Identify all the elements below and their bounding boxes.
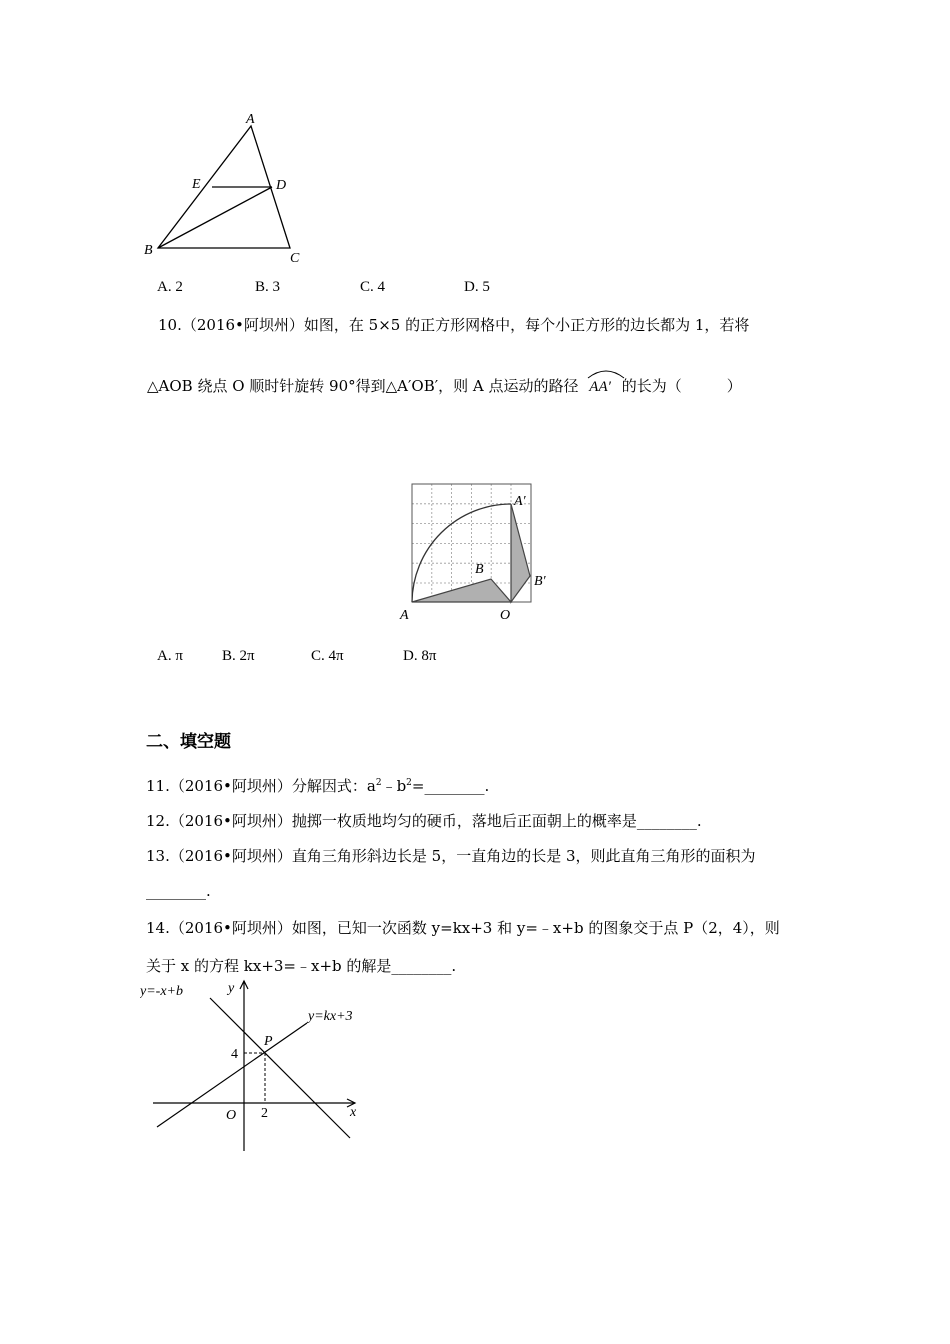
label-b-prime: B′	[534, 574, 546, 589]
q11-exp2: 2	[406, 778, 412, 788]
section-heading: 二、填空题	[146, 732, 231, 752]
q11-pre: 11.（2016•阿坝州）分解因式：a	[146, 777, 376, 795]
q11-mid: ﹣b	[381, 777, 407, 795]
label-two: 2	[261, 1106, 268, 1121]
q13-line1: 13.（2016•阿坝州）直角三角形斜边长是 5，一直角边的长是 3，则此直角三角形的面积为	[146, 847, 756, 865]
q13-line2: ________.	[146, 882, 211, 900]
q10-line1: 10.（2016•阿坝州）如图，在 5×5 的正方形网格中，每个小正方形的边长都为 1，若将	[158, 316, 750, 334]
label-a: A	[246, 112, 255, 127]
linear-functions-figure	[140, 978, 370, 1158]
q14-line1: 14.（2016•阿坝州）如图，已知一次函数 y=kx+3 和 y=﹣x+b 的图象交于点 P（2，4），则	[146, 919, 780, 937]
label-line2: y=kx+3	[308, 1009, 353, 1024]
label-a-prime: A′	[514, 494, 526, 509]
grid-rotation-figure	[395, 478, 565, 628]
q10-choice-c: C. 4π	[311, 648, 344, 664]
label-line1: y=-x+b	[140, 984, 183, 999]
triangle-a2ob2	[511, 504, 530, 602]
q14-line2: 关于 x 的方程 kx+3=﹣x+b 的解是________.	[146, 957, 457, 975]
triangle-aob	[412, 579, 511, 602]
label-y: y	[228, 981, 235, 996]
label-p: P	[264, 1034, 273, 1049]
arc-notation	[589, 375, 611, 396]
q10-line2-post: 的长为（ ）	[621, 377, 742, 395]
label-e: E	[192, 177, 201, 192]
label-c: C	[290, 251, 300, 266]
label-x: x	[350, 1105, 357, 1120]
q11-post: =________.	[411, 777, 490, 795]
q11-text	[146, 775, 489, 796]
q9-choice-b: B. 3	[255, 279, 281, 295]
q10-choice-a: A. π	[157, 648, 183, 664]
label-d: D	[276, 178, 287, 193]
q10-choice-d: D. 8π	[403, 648, 437, 664]
label-a: A	[400, 608, 409, 623]
segment-bd	[158, 187, 272, 248]
label-b: B	[144, 243, 153, 258]
triangle-figure	[140, 110, 310, 270]
q9-choice-c: C. 4	[360, 279, 386, 295]
arc-label: AA′	[589, 379, 611, 395]
label-o: O	[500, 608, 511, 623]
q10-line2-pre: △AOB 绕点 O 顺时针旋转 90°得到△A′OB′，则 A 点运动的路径	[147, 377, 579, 395]
arc-icon	[586, 367, 626, 379]
q10-choice-b: B. 2π	[222, 648, 255, 664]
label-origin: O	[226, 1108, 237, 1123]
label-b: B	[475, 562, 484, 577]
q11-exp1: 2	[375, 778, 382, 788]
q9-choice-a: A. 2	[157, 279, 183, 295]
q9-choice-d: D. 5	[464, 279, 490, 295]
label-four: 4	[231, 1047, 238, 1062]
q12-text: 12.（2016•阿坝州）抛掷一枚质地均匀的硬币，落地后正面朝上的概率是________.	[146, 812, 702, 830]
q10-line2	[147, 375, 742, 396]
